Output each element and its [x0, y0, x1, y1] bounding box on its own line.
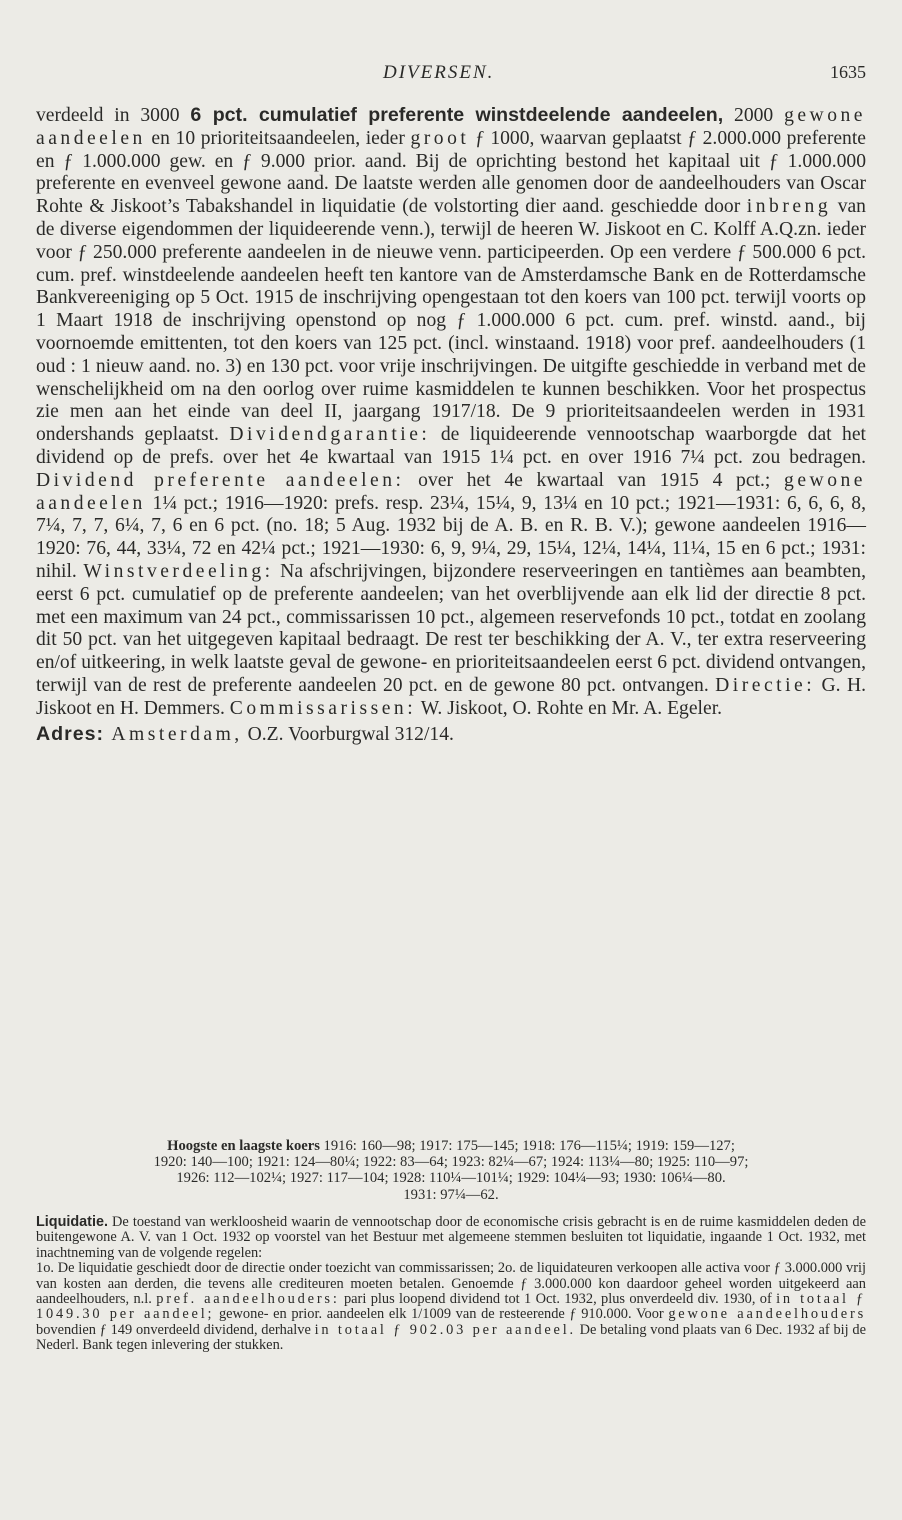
text-run: ƒ 1000, waarvan geplaatst ƒ 2.000.000 preferente en ƒ 1.000.000 gew. en ƒ 9.000 prior. aand. Bij de oprichting bestond het kapitaal uit ƒ 1.000.000 preferente en evenveel gewone aand. De laatste werden alle genomen door de aandeelhouders van Oscar Rohte & Jiskoot’s Tabakshandel in liquidatie (de volstorting dier aand. geschiedde door: [36, 127, 866, 218]
section-label-dividendgarantie: Dividendgarantie:: [229, 424, 431, 446]
spaced-term: gewone aandeelen: [36, 105, 866, 149]
text-run: en 10 prioriteitsaandeelen, ieder: [145, 127, 411, 149]
address-street: O.Z. Voorburgwal 312/14.: [242, 723, 454, 745]
address-city: Amsterdam,: [104, 723, 243, 745]
price-range-block: [36, 1138, 866, 1203]
company-entry: [36, 104, 866, 746]
liquidation-label: Liquidatie.: [36, 1214, 108, 1230]
price-line: 1931: 97¼—62.: [403, 1186, 499, 1203]
section-label-winstverdeeling: Winstverdeeling:: [83, 560, 274, 582]
spaced-term: in totaal ƒ 902.03 per aandeel.: [314, 1321, 576, 1338]
price-label: Hoogste en laagste koers: [167, 1138, 320, 1154]
address-line: [36, 723, 866, 747]
page-number: 1635: [830, 62, 866, 82]
liquidation-section: [36, 1215, 866, 1354]
text-run: de liquideerende vennootschap waarborgde dat het dividend op de prefs. over het 4e kwartaal van 1915 1¼ pct. en over 1916 7¼ pct. zou bedragen.: [36, 424, 866, 468]
text-run: W. Jiskoot, O. Rohte en Mr. A. Egeler.: [416, 697, 723, 719]
bold-share-type: 6 pct. cumulatief preferente winstdeelende aandeelen,: [190, 104, 724, 126]
text-run: van de diverse eigendommen der liquideerende venn.), terwijl de heeren W. Jiskoot en C. Kolff A.Q.zn. ieder voor ƒ 250.000 preferente aandeelen in de nieuwe venn. participeerden. Op een verdere ƒ 500.000 6 pct. cum. pref. winstdeelende aandeelen heeft ten kantore van de Amsterdamsche Bank en de Rotterdamsche Bankvereeniging op 5 Oct. 1915 de inschrijving opengestaan tot den koers van 100 pct. terwijl voorts op 1 Maart 1918 de inschrijving openstond op nog ƒ 1.000.000 6 pct. cum. pref. winstd. aand., bij voornoemde emittenten, tot den koers van 125 pct. (incl. winstaand. 1918) voor pref. aandeelhouders (1 oud : 1 nieuw aand. no. 3) en 130 pct. voor vrije inschrijvingen. De uitgifte geschiedde in verband met de wenschelijkheid om na den oorlog over ruime kasmiddelen te kunnen beschikken. Voor het prospectus zie men aan het einde van deel II, jaargang 1917/18. De 9 prioriteitsaandeelen werden in 1931 ondershands geplaatst.: [36, 196, 866, 446]
price-values: 1916: 160—98; 1917: 175—145; 1918: 176—115¼; 1919: 159—127;: [319, 1138, 735, 1154]
text-run: gewone- en prior. aandeelen elk 1/1009 van de resteerende ƒ 910.000. Voor: [214, 1306, 669, 1323]
text-run: verdeeld in 3000: [36, 105, 191, 126]
text-run: De toestand van werkloosheid waarin de vennootschap door de economische crisis gebracht is en de ruime kasmiddelen deden de buitengewone A. V. van 1 Oct. 1932 op voorstel van het Bestuur met algemeene stemmen besluiten tot liquidatie, ingaande 1 Oct. 1932, met inachtneming van de volgende regelen:: [36, 1214, 866, 1261]
section-label-dividend: Dividend preferente aandeelen:: [36, 469, 405, 491]
text-run: 2000: [723, 105, 785, 126]
text-run: De betaling vond plaats van 6 Dec. 1932 af bij de Nederl. Bank tegen inlevering der stukken.: [36, 1321, 866, 1354]
liquidation-rules: [36, 1261, 866, 1353]
text-run: over het 4e kwartaal van 1915 4 pct.;: [404, 469, 785, 491]
price-line: 1920: 140—100; 1921: 124—80¼; 1922: 83—64; 1923: 82¼—67; 1924: 113¼—80; 1925: 110—97;: [153, 1154, 749, 1171]
spaced-term: pref. aandeelhouders:: [156, 1291, 340, 1308]
spaced-term: in totaal ƒ 1049.30 per aandeel;: [36, 1291, 866, 1323]
running-title: DIVERSEN.: [383, 62, 495, 83]
spaced-term: inbreng: [746, 196, 832, 218]
address-label: Adres:: [36, 722, 105, 745]
page-header: [0, 62, 902, 90]
spaced-term: gewone aandeelen: [36, 469, 866, 514]
section-label-commissarissen: Commissarissen:: [229, 697, 417, 719]
text-run: 1¼ pct.; 1916—1920: prefs. resp. 23¼, 15¼, 9, 13¼ en 10 pct.; 1921—1931: 6, 6, 6, 8, 7¼, 7, 7, 6¼, 7, 6 en 6 pct. (no. 18; 5 Aug. 1932 bij de A. B. en R. B. V.); gewone aandeelen 1916—1920: 76, 44, 33¼, 72 en 42¼ pct.; 1921—1930: 6, 9, 9¼, 29, 15¼, 12¼, 14¼, 11¼, 15 en 6 pct.; 1931: nihil.: [36, 492, 866, 582]
section-label-directie: Directie:: [715, 674, 816, 696]
text-run: Na afschrijvingen, bijzondere reserveeringen en tantièmes aan beambten, eerst 6 pct. cumulatief op de preferente aandeelen; van het overblijvende aan elk lid der directie 8 pct. met een maximum van 24 pct., commissarissen 10 pct., algemeen reservefonds 10 pct., totdat en zoolang dit 50 pct. van het uitgegeven kapitaal bedraagt. De rest ter beschikking der A. V., ter extra reserveering en/of uitkeering, in welk laatste geval de gewone- en prioriteitsaandeelen eerst 6 pct. dividend ontvangen, terwijl van de rest de preferente aandeelen 20 pct. en de gewone 80 pct. ontvangen.: [36, 560, 866, 696]
liquidation-intro: [36, 1215, 866, 1261]
price-line: [36, 1138, 866, 1154]
capital-paragraph: [36, 104, 866, 721]
spaced-term: gewone aandeelhouders: [668, 1306, 866, 1323]
spaced-term: groot: [410, 127, 470, 149]
text-run: pari plus loopend dividend tot 1 Oct. 1932, plus onverdeeld div. 1930, of: [339, 1291, 777, 1308]
text-run: G. H. Jiskoot en H. Demmers.: [36, 674, 866, 719]
text-run: 1o. De liquidatie geschiedt door de directie onder toezicht van commissarissen; 2o. de liquidateuren verkoopen alle activa voor ƒ 3.000.000 vrij van kosten aan derden, die tevens alle crediteuren moeten betalen. Genoemde ƒ 3.000.000 kon daardoor geheel worden uitgekeerd aan aandeelhouders, n.l.: [36, 1260, 866, 1308]
price-line: 1926: 112—102¼; 1927: 117—104; 1928: 110¼—101¼; 1929: 104¼—93; 1930: 106¼—80.: [176, 1170, 726, 1187]
text-run: bovendien ƒ 149 onverdeeld dividend, derhalve: [36, 1321, 315, 1338]
